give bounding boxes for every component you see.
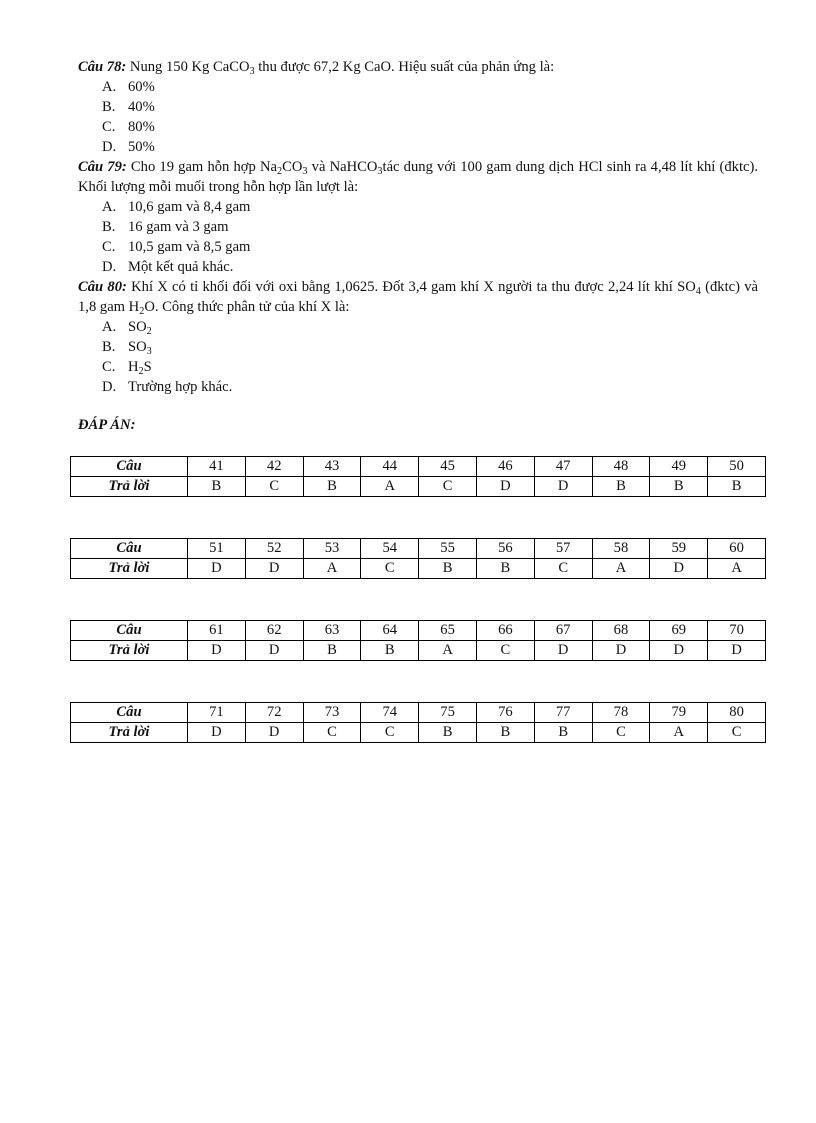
row-label: Câu	[71, 703, 188, 723]
option-b: B. $SO_3$	[102, 339, 152, 357]
answer-cell: D	[188, 641, 246, 661]
question-number: 67	[534, 621, 592, 641]
question-number: 75	[419, 703, 477, 723]
answer-cell: C	[303, 723, 361, 743]
answer-cell: D	[188, 723, 246, 743]
option-d: D. 50%	[102, 139, 155, 155]
option-b: B. 16 gam và 3 gam	[102, 219, 229, 235]
question-row	[71, 539, 766, 559]
question-number: 70	[708, 621, 766, 641]
answer-cell: D	[650, 559, 708, 579]
answer-cell: D	[534, 477, 592, 497]
answer-cell: A	[592, 559, 650, 579]
answer-cell: D	[188, 559, 246, 579]
answer-cell: D	[708, 641, 766, 661]
answer-row	[71, 723, 766, 743]
question-78: Câu 78: Nung 150 Kg CaCO$_3$ thu được 67,2 Kg CaO. Hiệu suất của phản ứng là:	[78, 59, 555, 77]
answer-cell: C	[534, 559, 592, 579]
answer-cell: D	[476, 477, 534, 497]
question-row	[71, 621, 766, 641]
row-label: Trả lời	[71, 477, 188, 497]
question-number: 72	[245, 703, 303, 723]
question-number: 61	[188, 621, 246, 641]
answer-table-41-50	[70, 456, 766, 497]
answer-table-51-60	[70, 538, 766, 579]
answer-cell: B	[419, 723, 477, 743]
question-80: Câu 80: Khí X có tỉ khối đối với oxi bằng 1,0625. Đốt 3,4 gam khí X người ta thu được 2,24 lít khí $SO_4$ (đktc) và 1,8 gam $H_2O$. Công thức phân tử của khí X là:	[78, 279, 759, 317]
option-d: D. Một kết quả khác.	[102, 259, 234, 275]
row-label: Trả lời	[71, 723, 188, 743]
row-label: Câu	[71, 621, 188, 641]
question-number: 73	[303, 703, 361, 723]
option-d: D. Trường hợp khác.	[102, 379, 233, 395]
answer-cell: B	[303, 477, 361, 497]
question-number: 57	[534, 539, 592, 559]
answer-cell: B	[650, 477, 708, 497]
question-number: 77	[534, 703, 592, 723]
question-number: 43	[303, 457, 361, 477]
answer-cell: C	[708, 723, 766, 743]
question-number: 44	[361, 457, 419, 477]
answer-cell: B	[188, 477, 246, 497]
answer-cell: D	[245, 641, 303, 661]
option-a: A. 10,6 gam và 8,4 gam	[102, 199, 251, 215]
answer-cell: C	[592, 723, 650, 743]
question-number: 74	[361, 703, 419, 723]
answer-table-71-80	[70, 702, 766, 743]
question-number: 56	[476, 539, 534, 559]
answer-cell: B	[361, 641, 419, 661]
row-label: Trả lời	[71, 559, 188, 579]
answer-cell: D	[245, 559, 303, 579]
answer-cell: A	[303, 559, 361, 579]
question-number: 50	[708, 457, 766, 477]
question-number: 60	[708, 539, 766, 559]
option-b: B. 40%	[102, 99, 155, 115]
answer-cell: B	[303, 641, 361, 661]
question-number: 63	[303, 621, 361, 641]
question-row	[71, 457, 766, 477]
question-number: 71	[188, 703, 246, 723]
answer-cell: A	[419, 641, 477, 661]
question-number: 47	[534, 457, 592, 477]
answer-key-title: ĐÁP ÁN:	[78, 417, 136, 433]
question-79: Câu 79: Cho 19 gam hỗn hợp $Na_2CO_3$ và NaHCO$_3$tác dung với 100 gam dung dịch HCl sinh ra 4,48 lít khí (đktc). Khối lượng mỗi muối trong hỗn hợp lần lượt là:	[78, 159, 758, 195]
question-number: 66	[476, 621, 534, 641]
question-label: Câu 80:	[78, 279, 127, 295]
question-number: 55	[419, 539, 477, 559]
answer-cell: A	[708, 559, 766, 579]
answer-cell: A	[650, 723, 708, 743]
answer-cell: B	[708, 477, 766, 497]
answer-cell: B	[419, 559, 477, 579]
answer-cell: D	[245, 723, 303, 743]
row-label: Câu	[71, 539, 188, 559]
row-label: Trả lời	[71, 641, 188, 661]
answer-cell: C	[361, 559, 419, 579]
answer-row	[71, 641, 766, 661]
question-number: 52	[245, 539, 303, 559]
answer-table-61-70	[70, 620, 766, 661]
answer-cell: C	[419, 477, 477, 497]
question-number: 79	[650, 703, 708, 723]
question-number: 42	[245, 457, 303, 477]
question-label: Câu 78:	[78, 59, 127, 75]
answer-row	[71, 477, 766, 497]
question-number: 69	[650, 621, 708, 641]
answer-cell: D	[534, 641, 592, 661]
answer-cell: B	[476, 723, 534, 743]
question-number: 53	[303, 539, 361, 559]
answer-cell: C	[476, 641, 534, 661]
question-number: 41	[188, 457, 246, 477]
answer-cell: B	[534, 723, 592, 743]
question-number: 64	[361, 621, 419, 641]
answer-row	[71, 559, 766, 579]
answer-cell: C	[245, 477, 303, 497]
question-number: 48	[592, 457, 650, 477]
option-c: C. 80%	[102, 119, 155, 135]
answer-cell: A	[361, 477, 419, 497]
answer-cell: D	[592, 641, 650, 661]
answer-cell: D	[650, 641, 708, 661]
question-number: 78	[592, 703, 650, 723]
question-number: 58	[592, 539, 650, 559]
question-number: 49	[650, 457, 708, 477]
question-number: 54	[361, 539, 419, 559]
question-number: 51	[188, 539, 246, 559]
answer-cell: B	[592, 477, 650, 497]
question-number: 80	[708, 703, 766, 723]
question-number: 76	[476, 703, 534, 723]
question-number: 65	[419, 621, 477, 641]
row-label: Câu	[71, 457, 188, 477]
question-number: 62	[245, 621, 303, 641]
option-a: A. $SO_2$	[102, 319, 152, 337]
option-c: C. $H_2S$	[102, 359, 152, 377]
question-number: 45	[419, 457, 477, 477]
option-c: C. 10,5 gam và 8,5 gam	[102, 239, 251, 255]
option-a: A. 60%	[102, 79, 155, 95]
answer-cell: C	[361, 723, 419, 743]
question-list	[78, 57, 758, 397]
answer-cell: B	[476, 559, 534, 579]
question-number: 46	[476, 457, 534, 477]
question-number: 68	[592, 621, 650, 641]
question-number: 59	[650, 539, 708, 559]
question-row	[71, 703, 766, 723]
question-label: Câu 79:	[78, 159, 127, 175]
